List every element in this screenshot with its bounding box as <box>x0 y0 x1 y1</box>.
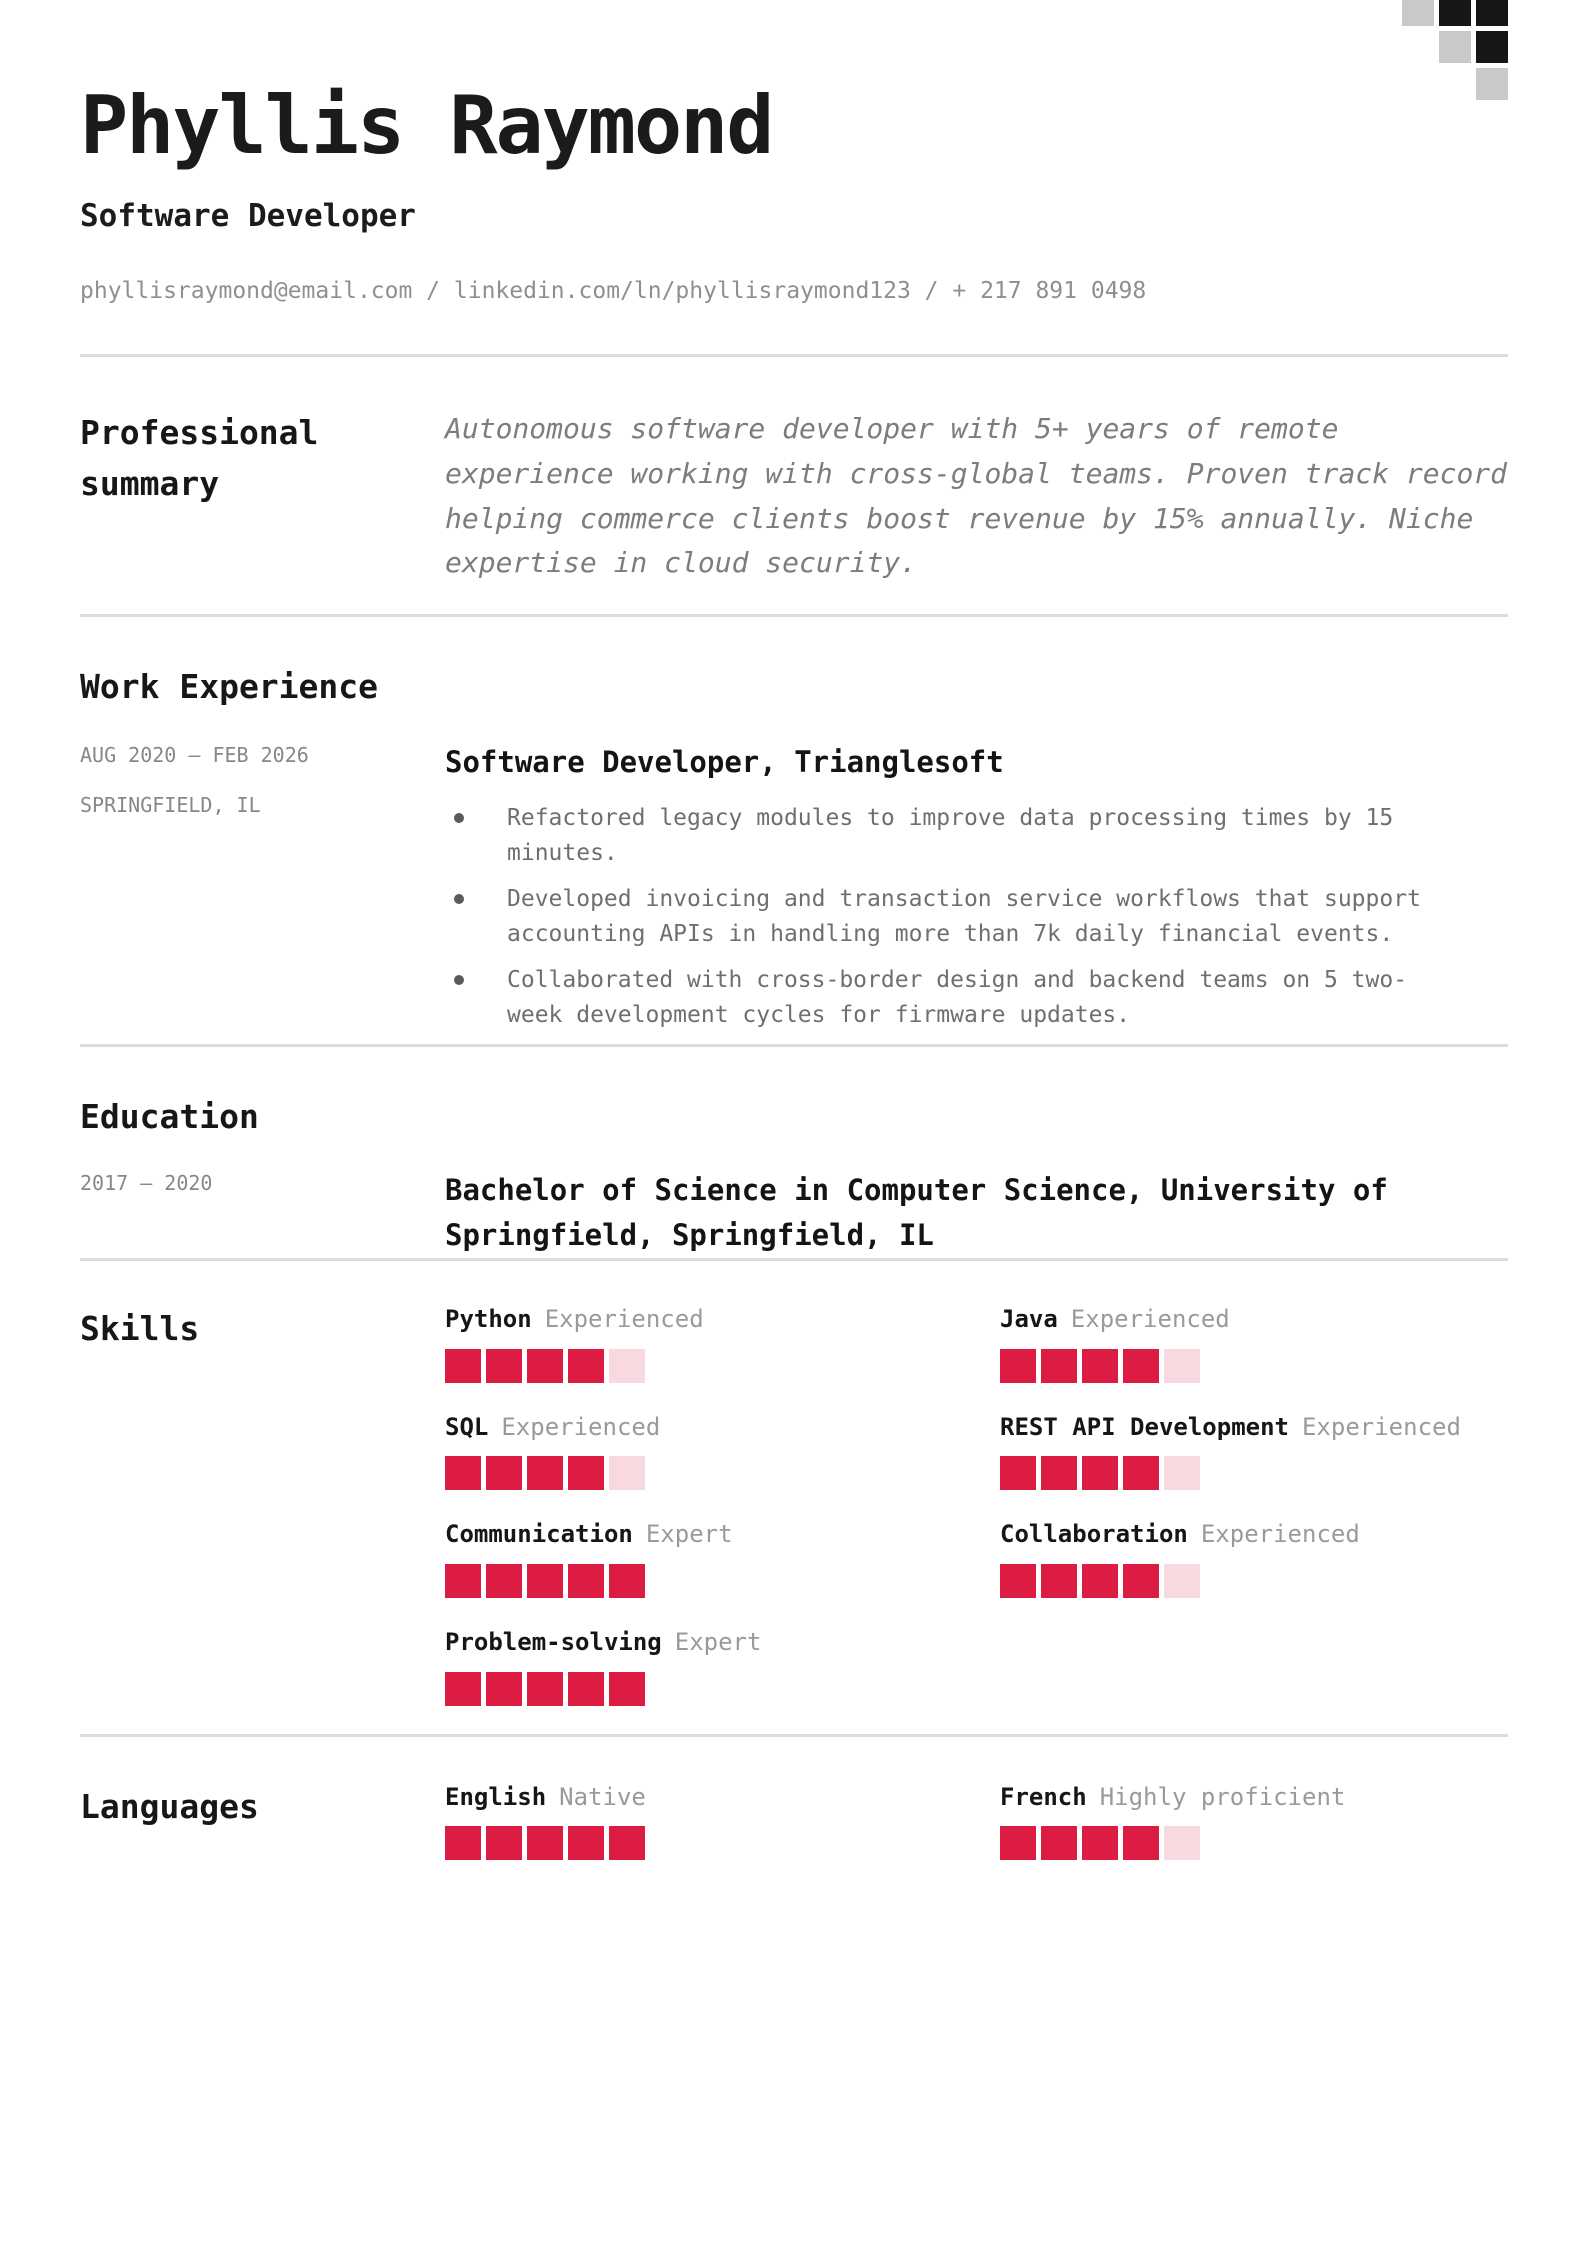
section-languages <box>80 1737 1508 1861</box>
education-detail-column <box>445 1168 1508 1258</box>
skill-item <box>1000 1303 1508 1383</box>
skill-label <box>445 1518 1000 1552</box>
logo-cell-none <box>1402 31 1434 63</box>
rating-block-filled <box>1082 1349 1118 1383</box>
language-label <box>445 1781 1000 1815</box>
rating-block-filled <box>609 1564 645 1598</box>
section-skills <box>80 1261 1508 1733</box>
rating-block-filled <box>486 1349 522 1383</box>
rating-block-empty <box>1164 1826 1200 1860</box>
rating-block-filled <box>445 1564 481 1598</box>
education-meta-column <box>80 1168 445 1258</box>
section-education <box>80 1047 1508 1258</box>
experience-section-title: Work Experience <box>80 667 379 707</box>
rating-block-filled <box>1041 1564 1077 1598</box>
skill-rating-bar <box>445 1672 1000 1706</box>
experience-location: SPRINGFIELD, IL <box>80 793 261 818</box>
rating-block-filled <box>486 1672 522 1706</box>
skill-label <box>445 1626 1000 1660</box>
skills-grid <box>445 1303 1508 1705</box>
section-professional-summary <box>80 357 1508 614</box>
language-level: Native <box>559 1782 646 1811</box>
skill-item <box>445 1518 1000 1598</box>
experience-bullet: Developed invoicing and transaction service workflows that support accounting APIs in handling more than 7k daily financial events. <box>445 882 1455 951</box>
summary-text: Autonomous software developer with 5+ years of remote experience working with cross-global teams. Proven track record helping commerce clients boost revenue by 15% annually. Niche expertise in cloud security. <box>445 412 1508 580</box>
rating-block-filled <box>445 1456 481 1490</box>
skill-rating-bar <box>445 1564 1000 1598</box>
rating-block-filled <box>527 1456 563 1490</box>
rating-block-filled <box>568 1349 604 1383</box>
education-section-title: Education <box>80 1097 259 1137</box>
rating-block-filled <box>527 1564 563 1598</box>
education-degree: Bachelor of Science in Computer Science, University of Springfield, Springfield, IL <box>445 1173 1388 1253</box>
skill-name: Collaboration <box>1000 1520 1188 1549</box>
experience-entry <box>80 740 1508 1044</box>
language-name: French <box>1000 1782 1087 1811</box>
rating-block-filled <box>1123 1564 1159 1598</box>
rating-block-filled <box>1082 1826 1118 1860</box>
rating-block-filled <box>1123 1349 1159 1383</box>
rating-block-filled <box>1041 1456 1077 1490</box>
languages-grid <box>445 1781 1508 1861</box>
rating-block-filled <box>1041 1826 1077 1860</box>
resume-header <box>80 0 1508 304</box>
language-level: Highly proficient <box>1099 1782 1346 1811</box>
experience-bullet: Collaborated with cross-border design and backend teams on 5 two-week development cycles for firmware updates. <box>445 963 1455 1032</box>
skill-item <box>445 1303 1000 1383</box>
skill-label <box>1000 1303 1508 1337</box>
summary-section-title: Professional summary <box>80 413 319 504</box>
experience-bullet: Refactored legacy modules to improve data processing times by 15 minutes. <box>445 801 1455 870</box>
rating-block-filled <box>527 1349 563 1383</box>
skill-name: Communication <box>445 1520 633 1549</box>
rating-block-filled <box>527 1826 563 1860</box>
language-name: English <box>445 1782 547 1811</box>
rating-block-filled <box>1082 1564 1118 1598</box>
rating-block-filled <box>1041 1349 1077 1383</box>
rating-block-filled <box>1123 1456 1159 1490</box>
skill-item <box>445 1626 1000 1706</box>
summary-content-column <box>445 407 1508 586</box>
logo-cell-none <box>1402 68 1434 100</box>
person-name: Phyllis Raymond <box>80 79 773 172</box>
experience-dates: AUG 2020 – FEB 2026 <box>80 743 309 768</box>
skill-name: SQL <box>445 1412 489 1441</box>
logo-cell-gray <box>1439 31 1471 63</box>
rating-block-empty <box>609 1456 645 1490</box>
skill-level: Expert <box>645 1520 733 1549</box>
logo-cell-none <box>1439 68 1471 100</box>
experience-role-title: Software Developer, Trianglesoft <box>445 745 1004 780</box>
rating-block-filled <box>609 1672 645 1706</box>
rating-block-filled <box>486 1826 522 1860</box>
experience-detail-column <box>445 740 1508 1044</box>
education-entry <box>80 1168 1508 1258</box>
skill-level: Experienced <box>501 1412 661 1441</box>
skill-rating-bar <box>445 1456 1000 1490</box>
skill-item <box>1000 1411 1508 1491</box>
language-item <box>445 1781 1000 1861</box>
logo-cell-black <box>1439 0 1471 26</box>
skill-level: Experienced <box>1070 1305 1230 1334</box>
person-job-title: Software Developer <box>80 198 416 234</box>
rating-block-filled <box>445 1672 481 1706</box>
rating-block-filled <box>1082 1456 1118 1490</box>
skill-level: Experienced <box>1200 1520 1360 1549</box>
logo-cell-black <box>1476 31 1508 63</box>
skill-level: Expert <box>674 1628 762 1657</box>
skill-name: REST API Development <box>1000 1412 1289 1441</box>
rating-block-filled <box>445 1349 481 1383</box>
rating-block-filled <box>1000 1456 1036 1490</box>
skill-item <box>1000 1518 1508 1598</box>
rating-block-filled <box>527 1672 563 1706</box>
logo-cell-black <box>1476 0 1508 26</box>
skill-item <box>445 1411 1000 1491</box>
rating-block-filled <box>1123 1826 1159 1860</box>
contact-line: phyllisraymond@email.com / linkedin.com/ln/phyllisraymond123 / + 217 891 0498 <box>80 278 1147 304</box>
rating-block-empty <box>1164 1349 1200 1383</box>
rating-block-filled <box>568 1672 604 1706</box>
skill-rating-bar <box>445 1349 1000 1383</box>
language-rating-bar <box>445 1826 1000 1860</box>
logo-cell-gray <box>1402 0 1434 26</box>
skill-label <box>445 1303 1000 1337</box>
skill-label <box>1000 1411 1508 1445</box>
rating-block-filled <box>609 1826 645 1860</box>
language-rating-bar <box>1000 1826 1508 1860</box>
summary-title-column <box>80 407 445 586</box>
rating-block-empty <box>609 1349 645 1383</box>
skill-rating-bar <box>1000 1349 1508 1383</box>
experience-bullet-list <box>445 801 1455 1032</box>
skill-level: Experienced <box>1301 1412 1461 1441</box>
rating-block-filled <box>568 1826 604 1860</box>
languages-section-title: Languages <box>80 1786 259 1826</box>
rating-block-filled <box>486 1564 522 1598</box>
logo-cell-gray <box>1476 68 1508 100</box>
rating-block-filled <box>1000 1349 1036 1383</box>
skill-name: Java <box>1000 1305 1058 1334</box>
skills-section-title: Skills <box>80 1309 200 1349</box>
rating-block-filled <box>568 1564 604 1598</box>
languages-title-column <box>80 1781 445 1861</box>
skill-label <box>1000 1518 1508 1552</box>
skill-name: Python <box>445 1305 532 1334</box>
skill-rating-bar <box>1000 1564 1508 1598</box>
rating-block-filled <box>1000 1826 1036 1860</box>
language-item <box>1000 1781 1508 1861</box>
skill-rating-bar <box>1000 1456 1508 1490</box>
education-dates: 2017 – 2020 <box>80 1171 213 1196</box>
skill-level: Experienced <box>544 1305 704 1334</box>
language-label <box>1000 1781 1508 1815</box>
section-work-experience <box>80 617 1508 1044</box>
brand-logo-icon <box>1402 0 1508 100</box>
rating-block-empty <box>1164 1456 1200 1490</box>
rating-block-filled <box>1000 1564 1036 1598</box>
rating-block-filled <box>486 1456 522 1490</box>
skill-label <box>445 1411 1000 1445</box>
rating-block-filled <box>445 1826 481 1860</box>
rating-block-filled <box>568 1456 604 1490</box>
experience-meta-column <box>80 740 445 1044</box>
rating-block-empty <box>1164 1564 1200 1598</box>
skill-name: Problem-solving <box>445 1628 662 1657</box>
skills-title-column <box>80 1303 445 1705</box>
